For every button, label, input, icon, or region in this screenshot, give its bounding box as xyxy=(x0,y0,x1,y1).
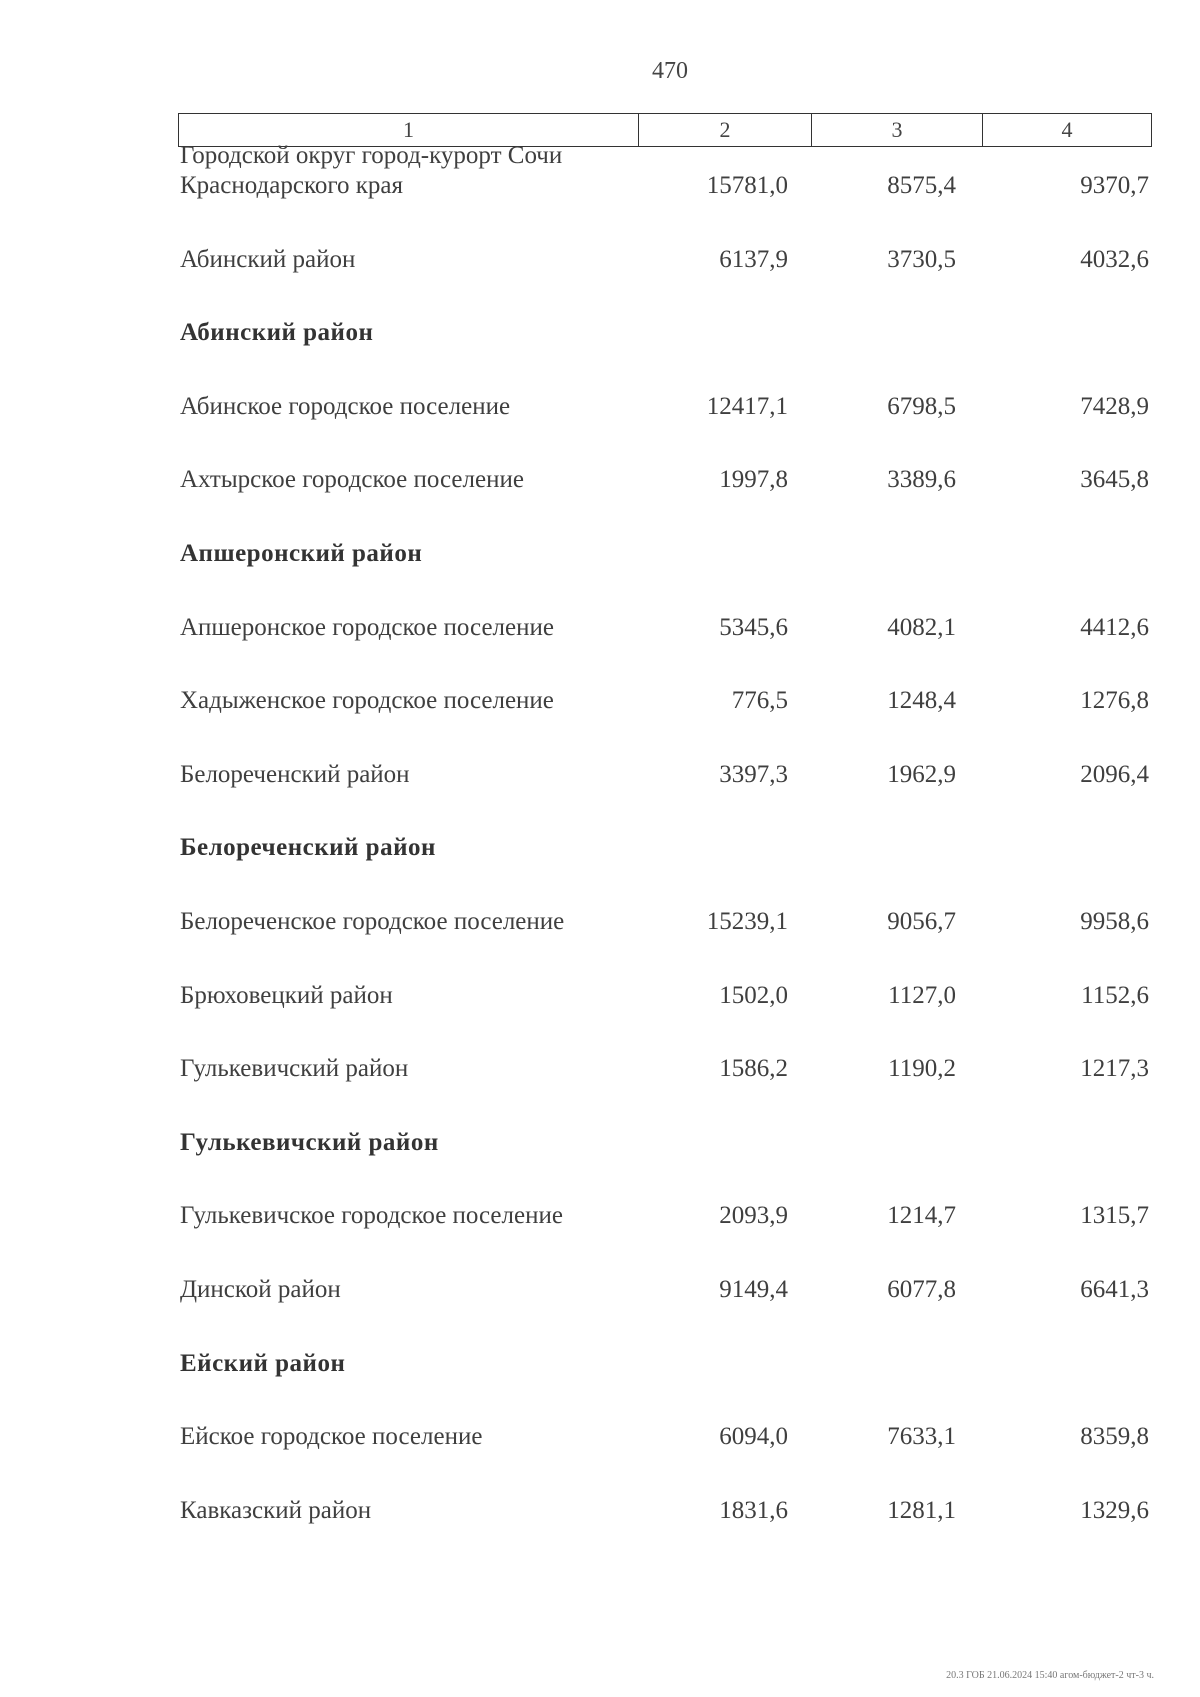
row-value-col-3: 8575,4 xyxy=(887,172,956,199)
section-heading: Апшеронский район xyxy=(180,540,423,567)
table-row xyxy=(178,214,1152,286)
table-row xyxy=(178,582,1152,654)
row-value-col-4: 1152,6 xyxy=(1081,981,1149,1009)
row-value-col-4: 7428,9 xyxy=(1080,392,1149,420)
table-row xyxy=(178,729,1152,801)
row-name: Ахтырское городское поселение xyxy=(180,466,524,494)
row-value-col-4: 8359,8 xyxy=(1080,1423,1149,1451)
table-row xyxy=(178,434,1152,506)
row-name: Кавказский район xyxy=(180,1496,372,1524)
row-value-col-3: 1248,4 xyxy=(887,687,956,715)
table-row xyxy=(178,1170,1152,1242)
table-row xyxy=(178,1465,1152,1537)
row-value-col-4: 2096,4 xyxy=(1080,760,1149,788)
table-header-col-4: 4 xyxy=(1061,117,1073,142)
table-row xyxy=(178,140,1152,212)
row-value-col-2: 12417,1 xyxy=(706,392,788,420)
row-name: Белореченский район xyxy=(180,760,410,788)
table-row xyxy=(178,950,1152,1022)
row-value-col-3: 7633,1 xyxy=(887,1423,956,1451)
row-name-line-1: Городской округ город-курорт Сочи xyxy=(180,142,563,169)
footer-note: 20.3 ГОБ 21.06.2024 15:40 агом-бюджет-2 чт-3 ч. xyxy=(946,1670,1154,1681)
row-value-col-4: 3645,8 xyxy=(1080,466,1149,494)
row-value-col-2: 1831,6 xyxy=(719,1496,788,1524)
section-heading-row xyxy=(178,802,1152,874)
row-value-col-2: 6094,0 xyxy=(719,1423,788,1451)
row-value-col-3: 4082,1 xyxy=(887,613,956,641)
row-value-col-4: 1217,3 xyxy=(1080,1055,1149,1083)
section-heading-row xyxy=(178,508,1152,580)
row-value-col-2: 6137,9 xyxy=(719,245,788,273)
row-value-col-3: 9056,7 xyxy=(887,908,956,935)
row-value-col-3: 6077,8 xyxy=(887,1276,956,1303)
row-value-col-2: 3397,3 xyxy=(719,760,788,788)
row-value-col-2: 776,5 xyxy=(731,687,788,715)
row-value-col-2: 9149,4 xyxy=(719,1276,788,1303)
row-value-col-3: 6798,5 xyxy=(887,392,956,420)
section-heading: Абинский район xyxy=(180,319,374,347)
section-heading-row xyxy=(178,1097,1152,1169)
row-name: Гулькевичское городское поселение xyxy=(180,1202,563,1230)
row-value-col-2: 15781,0 xyxy=(706,172,788,199)
row-name: Ейское городское поселение xyxy=(180,1423,483,1451)
section-heading: Ейский район xyxy=(180,1349,346,1377)
table-row xyxy=(178,655,1152,727)
row-name: Хадыженское городское поселение xyxy=(180,687,554,715)
row-value-col-4: 4032,6 xyxy=(1080,245,1149,273)
row-name: Белореченское городское поселение xyxy=(180,908,565,935)
row-value-col-2: 1502,0 xyxy=(719,981,788,1009)
row-value-col-2: 2093,9 xyxy=(719,1202,788,1230)
row-value-col-2: 1997,8 xyxy=(719,466,788,494)
table-header-col-2: 2 xyxy=(639,114,812,146)
row-value-col-2: 15239,1 xyxy=(706,908,788,935)
row-value-col-4: 1329,6 xyxy=(1080,1496,1149,1524)
row-value-col-4: 1276,8 xyxy=(1080,687,1149,715)
section-heading-row xyxy=(178,1318,1152,1390)
row-name: Краснодарского края xyxy=(180,172,403,199)
row-value-col-4: 4412,6 xyxy=(1080,613,1149,641)
row-value-col-2: 5345,6 xyxy=(719,613,788,641)
row-name: Динской район xyxy=(180,1276,341,1303)
row-value-col-3: 1214,7 xyxy=(887,1202,956,1230)
section-heading: Гулькевичский район xyxy=(180,1128,439,1156)
row-value-col-3: 1127,0 xyxy=(888,981,956,1009)
row-value-col-3: 3730,5 xyxy=(887,245,956,273)
row-value-col-2: 1586,2 xyxy=(719,1055,788,1083)
row-value-col-3: 3389,6 xyxy=(887,466,956,494)
row-name: Абинский район xyxy=(180,245,356,273)
row-name: Гулькевичский район xyxy=(180,1055,409,1083)
table-header-col-3: 3 xyxy=(812,114,983,146)
row-value-col-4: 1315,7 xyxy=(1080,1202,1149,1230)
table-row xyxy=(178,1391,1152,1463)
row-value-col-3: 1962,9 xyxy=(887,760,956,788)
row-value-col-3: 1281,1 xyxy=(887,1496,956,1524)
section-heading: Белореченский район xyxy=(180,834,436,862)
row-value-col-4: 9958,6 xyxy=(1080,908,1149,935)
row-name: Абинское городское поселение xyxy=(180,392,511,420)
row-name: Апшеронское городское поселение xyxy=(180,613,554,641)
row-value-col-4: 6641,3 xyxy=(1080,1276,1149,1303)
table-row xyxy=(178,1244,1152,1316)
table-row xyxy=(178,1023,1152,1095)
table-header-col-1: 1 xyxy=(179,114,639,146)
table-row xyxy=(178,361,1152,433)
row-name: Брюховецкий район xyxy=(180,981,393,1009)
page-number: 470 xyxy=(652,58,688,84)
table-row xyxy=(178,876,1152,948)
row-value-col-4: 9370,7 xyxy=(1080,172,1149,199)
section-heading-row xyxy=(178,287,1152,359)
row-value-col-3: 1190,2 xyxy=(888,1055,956,1083)
